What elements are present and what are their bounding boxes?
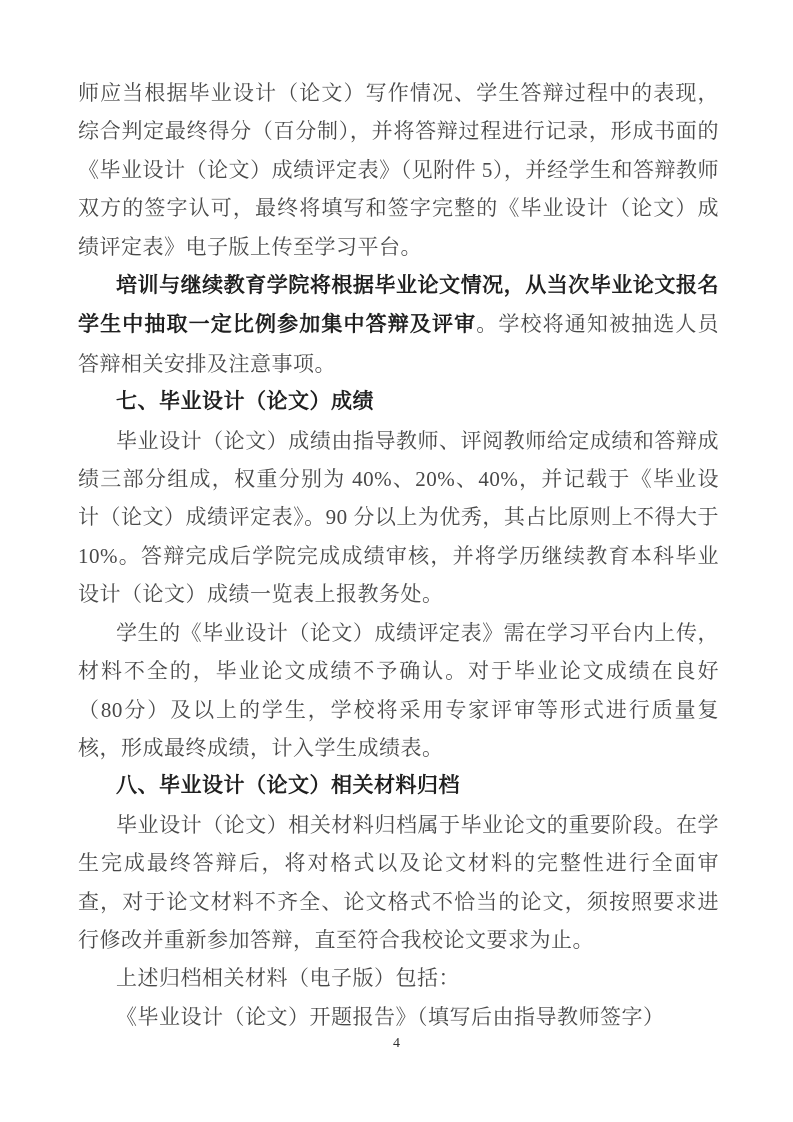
document-body xyxy=(78,74,719,1036)
section-heading-7-thesis-grades: 七、毕业设计（论文）成绩 xyxy=(116,390,374,414)
paragraph-archive-item-proposal-report: 《毕业设计（论文）开题报告》（填写后由指导教师签字） xyxy=(116,1004,665,1029)
sampling-review-regular-text: 。学校将通知被抽选人员答辩相关安排及注意事项。 xyxy=(78,312,719,376)
paragraph-grade-upload-review: 学生的《毕业设计（论文）成绩评定表》需在学习平台内上传，材料不全的，毕业论文成绩不予确认。对于毕业论文成绩在良好（80分）及以上的学生，学校将采用专家评审等形式进行质量复核，形成最终成绩，计入学生成绩表。 xyxy=(78,620,719,760)
paragraph-grading-continuation: 师应当根据毕业设计（论文）写作情况、学生答辩过程中的表现，综合判定最终得分（百分制），并将答辩过程进行记录，形成书面的《毕业设计（论文）成绩评定表》（见附件 5），并经学生和答辩教师双方的签字认可，最终将填写和签字完整的《毕业设计（论文）成绩评定表》电子版上传至学习平台。 xyxy=(78,81,719,259)
sampling-review-bold-text: 培训与继续教育学院将根据毕业论文情况，从当次毕业论文报名学生中抽取一定比例参加集中答辩及评审 xyxy=(78,274,719,337)
page-number: 4 xyxy=(393,1036,400,1051)
paragraph-archive-materials-intro: 上述归档相关材料（电子版）包括： xyxy=(116,966,460,991)
paragraph-archiving-requirements: 毕业设计（论文）相关材料归档属于毕业论文的重要阶段。在学生完成最终答辩后，将对格式以及论文材料的完整性进行全面审查，对于论文材料不齐全、论文格式不恰当的论文，须按照要求进行修改并重新参加答辩，直至符合我校论文要求为止。 xyxy=(78,812,719,952)
paragraph-grade-composition: 毕业设计（论文）成绩由指导教师、评阅教师给定成绩和答辩成绩三部分组成，权重分别为 40%、20%、40%，并记载于《毕业设计（论文）成绩评定表》。90 分以上为优秀，其占比原则上不得大于 10%。答辩完成后学院完成成绩审核，并将学历继续教育本科毕业设计（论文）成绩一览表上报教务处。 xyxy=(78,428,719,607)
paragraph-sampling-review xyxy=(78,266,719,383)
section-heading-8-material-archiving: 八、毕业设计（论文）相关材料归档 xyxy=(116,774,460,798)
